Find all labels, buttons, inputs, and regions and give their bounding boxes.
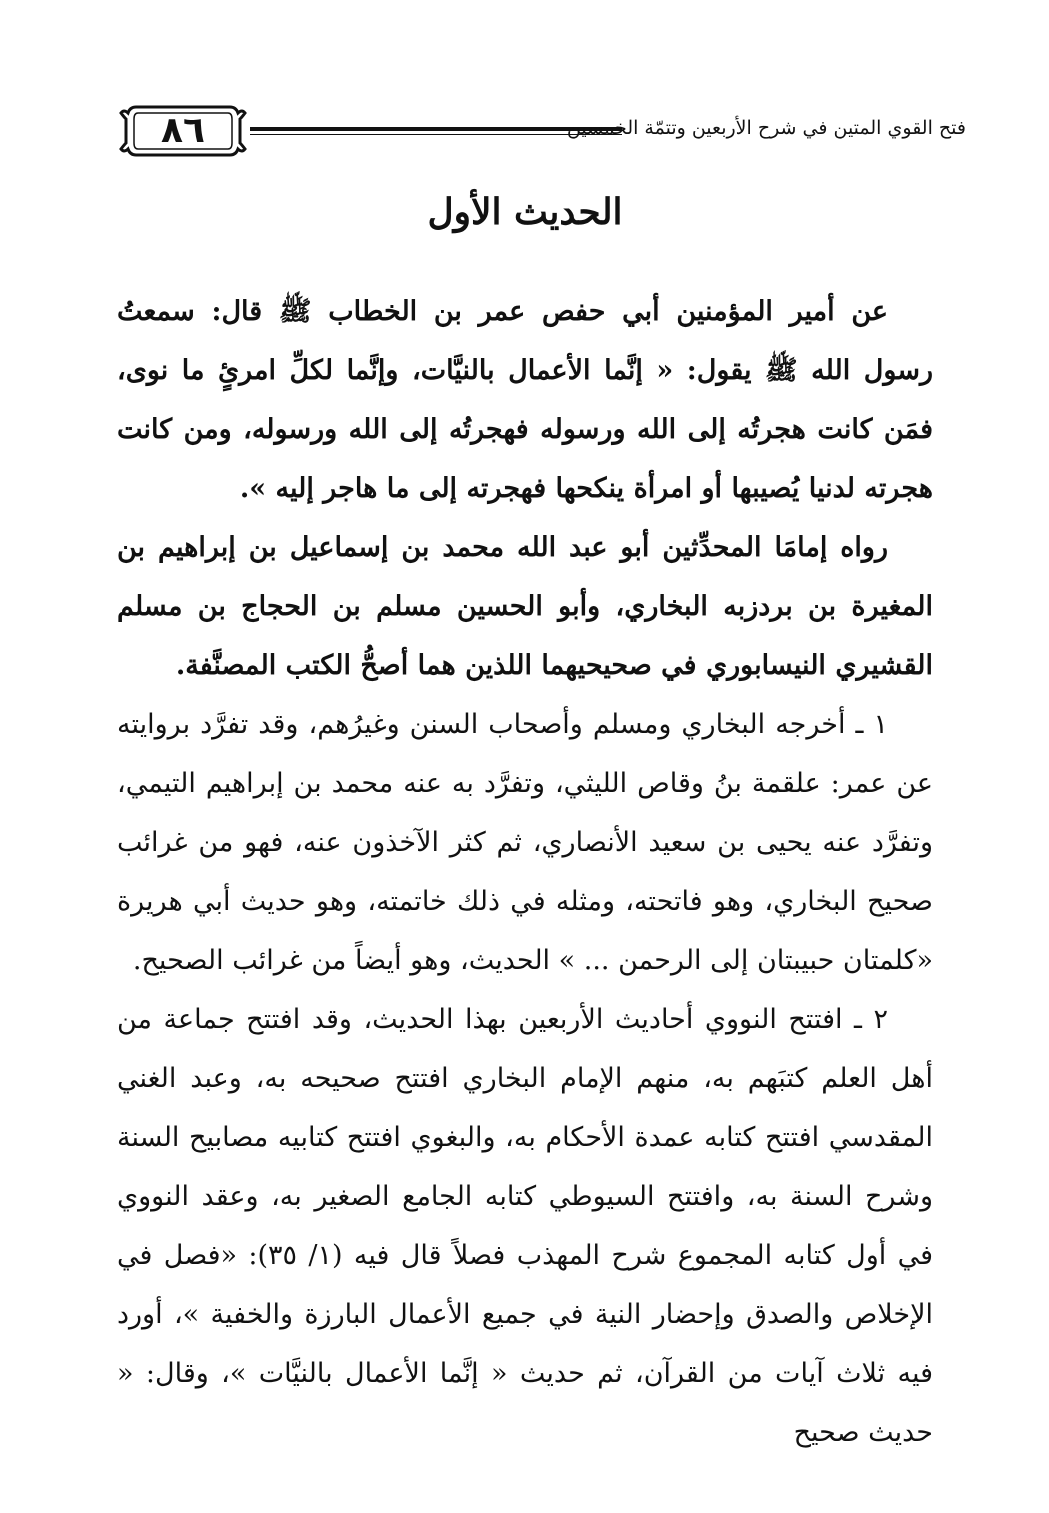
hadith-text-paragraph: عن أمير المؤمنين أبي حفص عمر بن الخطاب ﷺ قال: سمعتُ رسول الله ﷺ يقول: « إنَّما الأعمال بالنيَّات، وإنَّما لكلِّ امرئٍ ما نوى، فمَن كانت هجرتُه إلى الله ورسوله فهجرتُه إلى الله ورسوله، ومن كانت هجرته لدنيا يُصيبها أو امرأة ينكحها فهجرته إلى ما هاجر إليه ». <box>117 296 933 504</box>
narration-paragraph: رواه إمامَا المحدِّثين أبو عبد الله محمد بن إسماعيل بن إبراهيم بن المغيرة بن بردزبه البخاري، وأبو الحسين مسلم بن الحجاج بن مسلم القشيري النيسابوري في صحيحيهما اللذين هما أصحُّ الكتب المصنَّفة. <box>117 532 933 681</box>
chapter-title: الحديث الأول <box>427 191 623 233</box>
page-number-frame <box>118 103 248 159</box>
running-header <box>118 103 966 163</box>
page-number: ٨٦ <box>161 110 205 151</box>
body-text <box>117 282 933 1462</box>
note-paragraph-1: ١ ـ أخرجه البخاري ومسلم وأصحاب السنن وغيرُهم، وقد تفرَّد بروايته عن عمر: علقمة بنُ وقاص الليثي، وتفرَّد به عنه محمد بن إبراهيم التيمي، وتفرَّد عنه يحيى بن سعيد الأنصاري، ثم كثر الآخذون عنه، فهو من غرائب صحيح البخاري، وهو فاتحته، ومثله في ذلك خاتمته، وهو حديث أبي هريرة «كلمتان حبيبتان إلى الرحمن ... » الحديث، وهو أيضاً من غرائب الصحيح. <box>117 709 933 976</box>
book-title: فتح القوي المتين في شرح الأربعين وتتمّة الخمسين <box>566 117 966 139</box>
note-paragraph-2: ٢ ـ افتتح النووي أحاديث الأربعين بهذا الحديث، وقد افتتح جماعة من أهل العلم كتبَهم به، منهم الإمام البخاري افتتح صحيحه به، وعبد الغني المقدسي افتتح كتابه عمدة الأحكام به، والبغوي افتتح كتابيه مصابيح السنة وشرح السنة به، وافتتح السيوطي كتابه الجامع الصغير به، وعقد النووي في أول كتابه المجموع شرح المهذب فصلاً قال فيه (١/ ٣٥): «فصل في الإخلاص والصدق وإحضار النية في جميع الأعمال البارزة والخفية »، أورد فيه ثلاث آيات من القرآن، ثم حديث « إنَّما الأعمال بالنيَّات »، وقال: « حديث صحيح <box>117 1004 933 1448</box>
